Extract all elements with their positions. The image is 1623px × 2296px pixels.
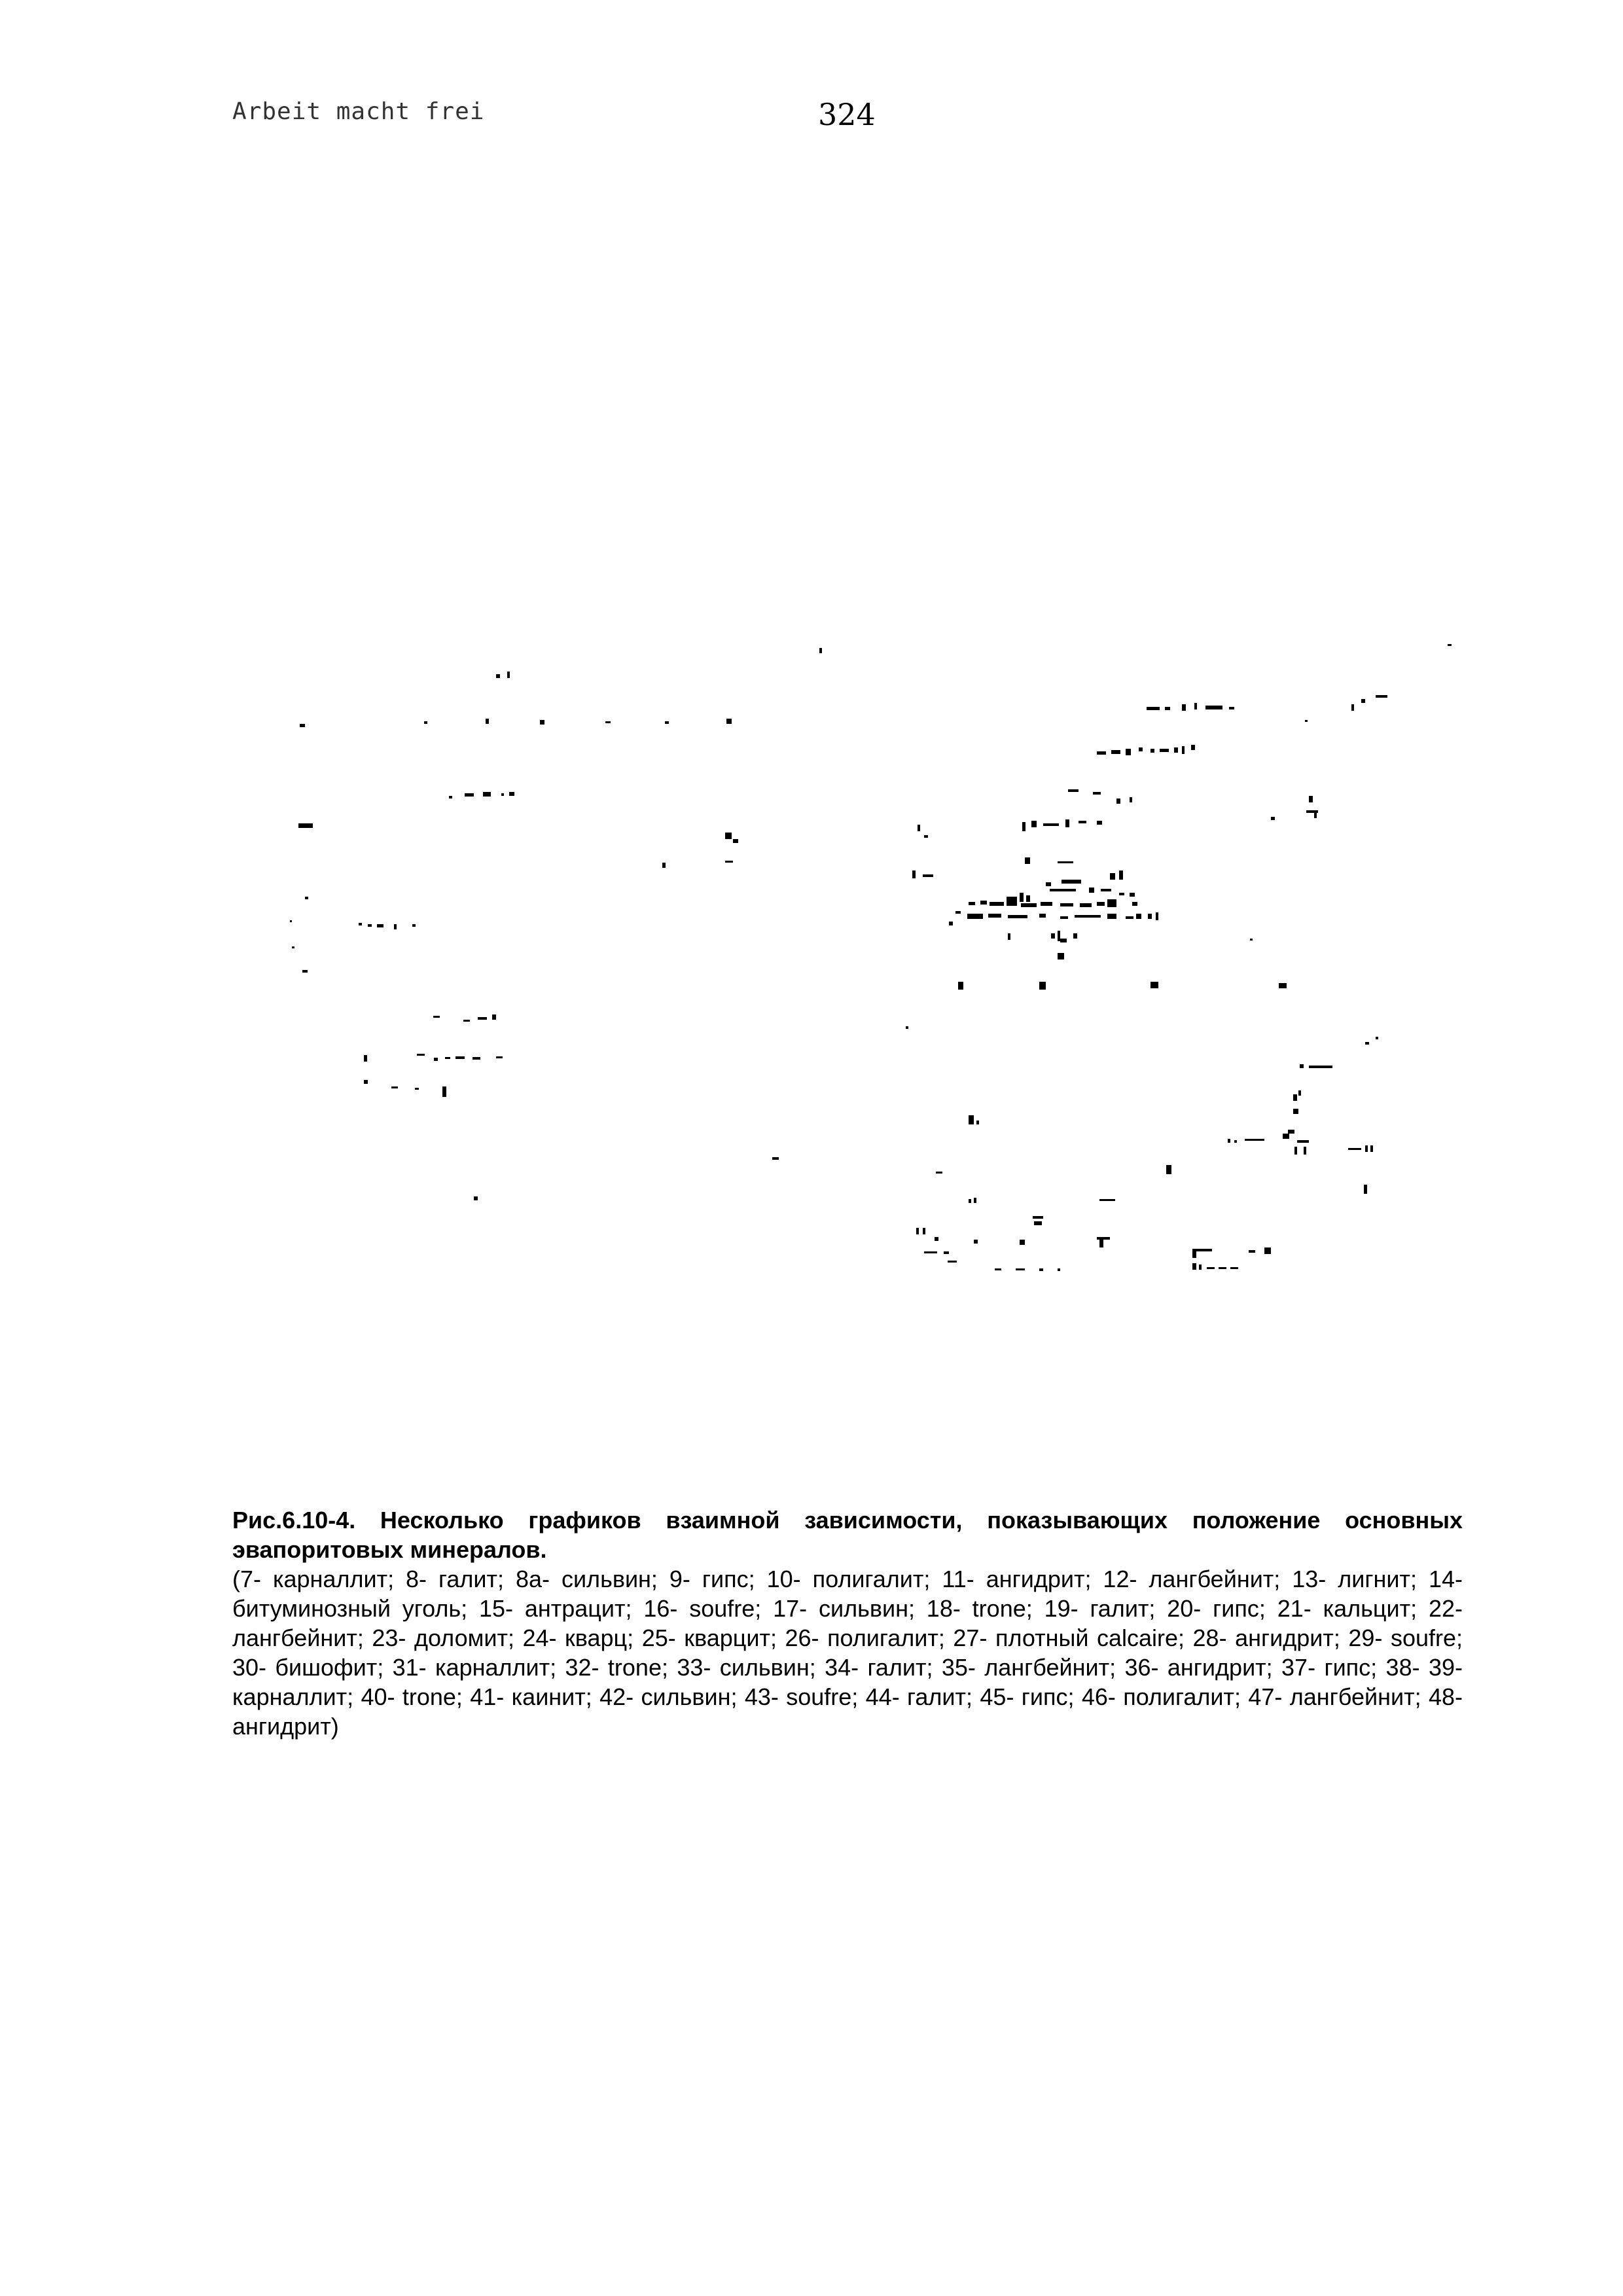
mark — [1283, 1134, 1289, 1139]
mark — [1194, 703, 1197, 709]
mark — [455, 1056, 465, 1059]
mark — [478, 1017, 487, 1020]
mark — [1097, 902, 1105, 906]
faded-scatter-figure — [249, 628, 1479, 1446]
mark — [1309, 796, 1313, 802]
mark — [1132, 902, 1137, 906]
mark — [976, 1121, 979, 1124]
mark — [1060, 903, 1073, 906]
mark — [1058, 931, 1060, 941]
mark — [1192, 1249, 1212, 1251]
mark — [359, 923, 362, 925]
mark — [1119, 870, 1123, 880]
mark — [1199, 1265, 1202, 1270]
mark — [1191, 745, 1195, 750]
mark — [772, 1157, 779, 1160]
figure-fragments — [249, 628, 1479, 1446]
mark — [1050, 889, 1076, 891]
mark — [1058, 1268, 1060, 1271]
mark — [1148, 914, 1152, 919]
mark — [1039, 982, 1046, 990]
mark — [1219, 1267, 1226, 1269]
mark — [445, 1057, 450, 1059]
mark — [473, 1057, 480, 1060]
mark — [1370, 1145, 1373, 1152]
mark — [1079, 821, 1086, 823]
mark — [1250, 939, 1253, 941]
mark — [949, 922, 953, 925]
mark — [1309, 1066, 1332, 1068]
mark — [1043, 823, 1059, 826]
mark — [1207, 1267, 1215, 1269]
mark — [1165, 707, 1170, 710]
mark — [1297, 1140, 1309, 1143]
mark — [1192, 1251, 1196, 1258]
mark — [1097, 821, 1102, 825]
mark — [1020, 893, 1024, 902]
mark — [1034, 1221, 1042, 1225]
mark — [955, 911, 961, 914]
mark — [1110, 873, 1115, 880]
running-header: Arbeit macht frei — [232, 98, 485, 125]
mark — [980, 901, 987, 905]
mark — [1361, 699, 1365, 703]
mark — [1089, 888, 1094, 893]
mark — [442, 1086, 446, 1097]
mark — [924, 1251, 937, 1253]
mark — [364, 1080, 368, 1084]
mark — [1293, 1094, 1297, 1101]
mark — [1314, 812, 1317, 818]
mark — [305, 897, 308, 899]
mark — [1021, 903, 1037, 907]
mark — [725, 861, 733, 863]
mark — [1150, 982, 1158, 988]
mark — [1166, 1165, 1171, 1174]
mark — [1228, 1139, 1230, 1143]
mark — [1160, 749, 1169, 752]
mark — [1041, 902, 1052, 906]
mark — [944, 1251, 949, 1254]
mark — [1245, 1139, 1264, 1141]
mark — [1126, 916, 1133, 919]
mark — [1271, 817, 1275, 820]
mark — [1020, 1240, 1025, 1245]
mark — [1008, 933, 1010, 940]
mark — [1033, 1216, 1043, 1219]
mark — [1139, 747, 1143, 751]
mark — [501, 793, 504, 796]
mark — [948, 1261, 957, 1263]
mark — [1101, 889, 1111, 891]
mark — [1080, 903, 1092, 907]
mark — [483, 792, 491, 797]
mark — [1097, 751, 1106, 755]
mark — [988, 914, 1001, 918]
mark — [1182, 746, 1185, 754]
mark — [969, 1199, 971, 1203]
mark — [300, 724, 305, 727]
mark — [1031, 821, 1037, 827]
mark — [1294, 1147, 1297, 1155]
mark — [465, 793, 474, 797]
mark — [1147, 707, 1160, 710]
mark — [417, 1054, 425, 1056]
mark — [1249, 1250, 1255, 1253]
figure-caption — [232, 1505, 1463, 1741]
mark — [1288, 1130, 1294, 1134]
mark — [424, 721, 427, 724]
mark — [1060, 939, 1067, 942]
mark — [935, 1237, 938, 1241]
mark — [1300, 1064, 1304, 1068]
mark — [605, 721, 611, 723]
mark — [974, 1240, 978, 1244]
mark — [394, 924, 397, 929]
mark — [1230, 1267, 1238, 1269]
mark — [1279, 983, 1287, 988]
mark — [1293, 1109, 1298, 1114]
mark — [1365, 1042, 1369, 1045]
mark — [1348, 1148, 1361, 1150]
mark — [969, 902, 975, 905]
mark — [1068, 789, 1079, 792]
mark — [906, 1026, 908, 1029]
mark — [391, 1086, 398, 1088]
mark — [292, 946, 294, 948]
mark — [1039, 1268, 1043, 1271]
mark — [1058, 953, 1064, 960]
mark — [1016, 1268, 1025, 1270]
mark — [725, 833, 732, 839]
mark — [923, 1228, 925, 1234]
mark — [1107, 899, 1116, 907]
mark — [486, 719, 489, 724]
mark — [449, 796, 452, 798]
mark — [1264, 1247, 1271, 1254]
mark — [434, 1058, 438, 1061]
mark — [302, 970, 308, 973]
mark — [1229, 707, 1234, 709]
mark — [924, 835, 928, 838]
mark — [1058, 861, 1073, 863]
page-number: 324 — [818, 97, 876, 132]
caption-title: Рис.6.10-4. Несколько графиков взаимной зависимости, показывающих положение основных эвапоритовых минералов. — [232, 1507, 1463, 1563]
mark — [364, 1055, 367, 1062]
mark — [918, 825, 920, 831]
mark — [1107, 914, 1116, 919]
mark — [1099, 1199, 1115, 1201]
mark — [1061, 880, 1081, 884]
mark — [1156, 912, 1158, 920]
mark — [1182, 704, 1186, 711]
mark — [1051, 933, 1055, 939]
mark — [1007, 897, 1017, 906]
mark — [969, 1115, 974, 1124]
mark — [1060, 916, 1068, 919]
mark — [496, 1056, 503, 1058]
mark — [1099, 1240, 1103, 1247]
mark — [433, 1016, 440, 1018]
mark — [1448, 644, 1452, 646]
mark — [923, 874, 933, 877]
mark — [819, 648, 822, 653]
mark — [507, 672, 510, 678]
mark — [540, 720, 544, 725]
mark — [1174, 747, 1178, 753]
mark — [1093, 792, 1101, 795]
mark — [1126, 749, 1131, 755]
mark — [1192, 1263, 1196, 1270]
mark — [733, 839, 738, 843]
mark — [936, 1172, 942, 1174]
mark — [1039, 914, 1046, 918]
mark — [990, 902, 1004, 906]
caption-legend: (7- карналлит; 8- галит; 8а- сильвин; 9- гипс; 10- полигалит; 11- ангидрит; 12- лангбейнит; 13- лигнит; 14- битуминозный уголь; 15- антрацит; 16- soufre; 17- сильвин; 18- trone; 19- галит; 20- гипс; 21- кальцит; 22- лангбейнит; 23- доломит; 24- кварц; 25- кварцит; 26- полигалит; 27- плотный calcaire; 28- ангидрит; 29- soufre; 30- бишофит; 31- карналлит; 32- trone; 33- сильвин; 34- галит; 35- лангбейнит; 36- ангидрит; 37- гипс; 38- 39- карналлит; 40- trone; 41- каинит; 42- сильвин; 43- soufre; 44- галит; 45- гипс; 46- полигалит; 47- лангбейнит; 48- ангидрит) — [232, 1566, 1463, 1740]
mark — [1111, 750, 1120, 754]
mark — [496, 674, 500, 678]
mark — [1234, 1140, 1237, 1143]
mark — [1008, 915, 1027, 918]
mark — [1026, 895, 1030, 902]
mark — [1097, 1237, 1110, 1240]
mark — [1136, 914, 1141, 919]
mark — [492, 1014, 496, 1020]
mark — [1022, 822, 1026, 831]
mark — [1304, 1147, 1306, 1155]
mark — [916, 1228, 919, 1234]
mark — [1130, 797, 1132, 802]
mark — [974, 1198, 976, 1203]
mark — [1365, 1145, 1368, 1152]
mark — [1046, 882, 1051, 886]
mark — [368, 924, 372, 927]
mark — [474, 1196, 478, 1200]
mark — [1205, 706, 1222, 709]
mark — [662, 863, 666, 868]
mark — [1298, 1090, 1301, 1096]
mark — [377, 924, 383, 927]
mark — [726, 719, 732, 724]
mark — [1351, 704, 1354, 711]
mark — [1075, 915, 1101, 918]
mark — [995, 1268, 1001, 1270]
mark — [290, 920, 292, 922]
mark — [412, 924, 416, 927]
mark — [1376, 1037, 1378, 1039]
mark — [1116, 798, 1120, 804]
mark — [1025, 857, 1030, 864]
mark — [415, 1088, 419, 1090]
mark — [1073, 933, 1077, 939]
mark — [509, 792, 514, 796]
mark — [1305, 720, 1308, 722]
mark — [665, 721, 669, 724]
mark — [1364, 1185, 1367, 1194]
mark — [912, 870, 916, 878]
mark — [1119, 893, 1124, 895]
mark — [463, 1020, 470, 1022]
mark — [1376, 695, 1387, 698]
mark — [1150, 749, 1154, 753]
mark — [1065, 819, 1069, 827]
mark — [298, 823, 313, 828]
mark — [1130, 893, 1135, 897]
mark — [958, 982, 963, 990]
mark — [967, 914, 983, 919]
